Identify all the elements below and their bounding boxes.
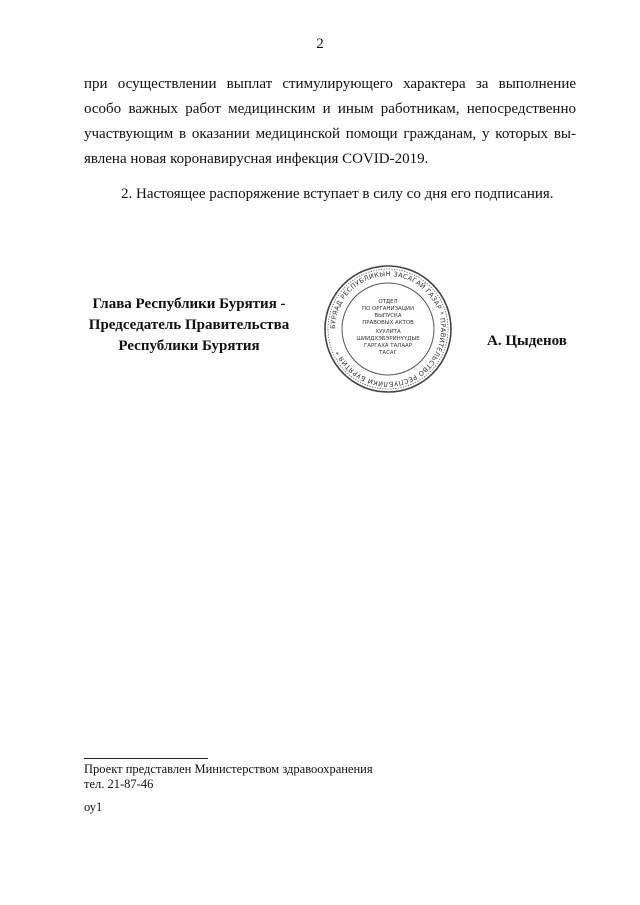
seal-center-line: ХУУЛИТА [375,329,401,335]
seal-center-line: ШИИДХЭБЭРИНҮҮДЫЕ [356,336,420,342]
paragraph-2: 2. Настоящее распоряжение вступает в силу со дня его подписания. [121,186,554,202]
paragraph-1-line: при осуществлении выплат стимулирующего характера за выполнение [84,76,576,92]
signer-title [76,294,302,357]
presented-by-note: Проект представлен Министерством здравоохранения [84,762,373,776]
page-number: 2 [316,36,324,52]
paragraph-1 [84,72,576,172]
seal-ring-text: БУРЯАД РЕСПУБЛИКЫН ЗАСАГАЙ ГАЗАР * ПРАВИТЕЛЬСТВО РЕСПУБЛИКИ БУРЯТИЯ * [328,269,448,389]
seal-center-line: ПРАВОВЫХ АКТОВ [362,320,414,326]
official-seal-icon [323,264,453,394]
signer-title-line: Председатель Правительства [88,317,290,333]
contact-phone: тел. 21-87-46 [84,777,154,791]
seal-center-line: ВЫПУСКА [374,313,402,319]
seal-center-line: ГАРГАХА ТАЛААР [364,343,412,349]
signer-title-line: Республики Бурятия [118,338,260,354]
seal-center-line: ТАСАГ [379,350,397,356]
paragraph-1-line: особо важных работ медицинским и иным работникам, непосредственно [84,101,576,117]
paragraph-1-line: явлена новая коронавирусная инфекция COVID-2019. [84,151,429,167]
paragraph-1-line: участвующим в оказании медицинской помощи гражданам, у которых вы- [84,126,576,142]
seal-center-line: ПО ОРГАНИЗАЦИИ [362,306,414,312]
footer-divider [84,758,208,759]
seal-center-line: ОТДЕЛ [378,299,398,305]
document-index: оу1 [84,800,103,814]
signer-title-line: Глава Республики Бурятия - [92,296,286,312]
footer-notes [84,762,373,815]
signer-name: А. Цыденов [487,333,567,349]
